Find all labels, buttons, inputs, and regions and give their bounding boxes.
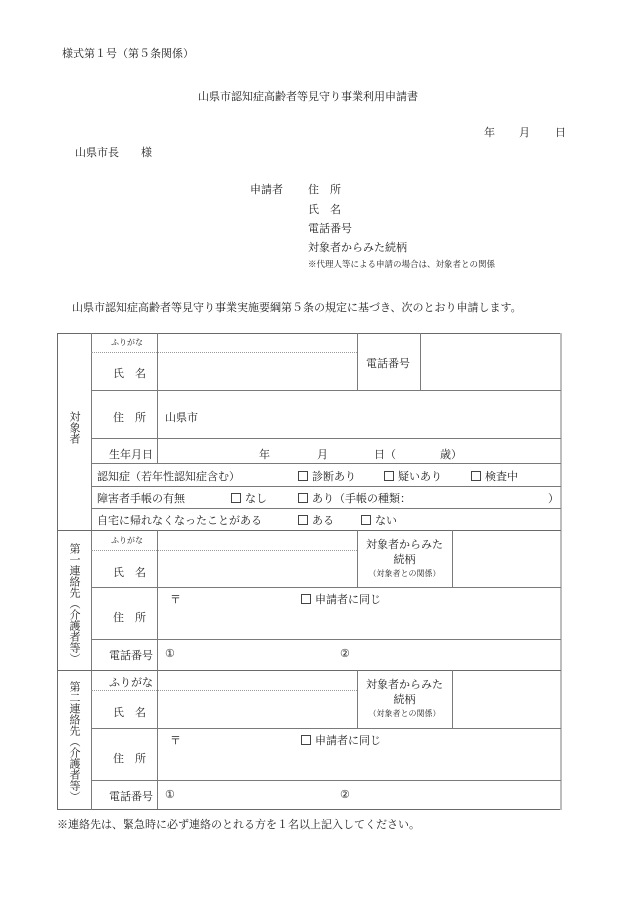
applicant-label: 申請者 xyxy=(250,183,283,196)
contact1-furigana-field[interactable] xyxy=(165,533,351,548)
contact2-phone2-mark[interactable]: ② xyxy=(340,788,350,801)
table-horizontal-rule xyxy=(57,333,561,334)
checkbox-icon[interactable] xyxy=(301,735,311,745)
footnote: ※連絡先は、緊急時に必ず連絡のとれる方を１名以上記入してください。 xyxy=(57,818,420,831)
dementia-option-diagnosed[interactable]: 診断あり xyxy=(298,468,356,484)
subject-birthdate-label: 生年月日 xyxy=(109,448,153,461)
lost-option-yes[interactable]: ある xyxy=(298,512,334,528)
applicant-relation-label: 対象者からみた続柄 xyxy=(308,241,407,254)
contact1-relation-label-1: 対象者からみた xyxy=(366,538,443,551)
contact1-name-field[interactable] xyxy=(165,554,351,584)
checkbox-icon[interactable] xyxy=(298,493,308,503)
table-horizontal-rule xyxy=(91,438,561,439)
table-horizontal-rule xyxy=(57,670,561,671)
checkbox-icon[interactable] xyxy=(298,515,308,525)
date-year-label: 年 xyxy=(484,126,495,139)
contact1-phone2-mark[interactable]: ② xyxy=(340,647,350,660)
birth-month-label: 月 xyxy=(317,448,328,461)
disability-option-none[interactable]: なし xyxy=(231,490,267,506)
contact2-furigana-label: ふりがな xyxy=(109,676,153,689)
table-horizontal-rule xyxy=(91,728,561,729)
application-form-table xyxy=(57,333,561,810)
lost-label: 自宅に帰れなくなったことがある xyxy=(97,514,262,527)
table-vertical-rule xyxy=(91,333,92,810)
document-title: 山県市認知症高齢者等見守り事業利用申請書 xyxy=(198,90,418,103)
contact1-relation-note: （対象者との関係） xyxy=(368,569,441,578)
table-horizontal-rule xyxy=(57,809,561,810)
subject-furigana-field[interactable] xyxy=(165,337,351,351)
table-vertical-rule xyxy=(452,670,453,728)
subject-address-label: 住 所 xyxy=(113,411,146,424)
checkbox-icon[interactable] xyxy=(361,515,371,525)
checkbox-icon[interactable] xyxy=(471,471,481,481)
subject-phone-label: 電話番号 xyxy=(366,357,410,370)
intro-text: 山県市認知症高齢者等見守り事業実施要綱第５条の規定に基づき、次のとおり申請します。 xyxy=(72,301,522,314)
contact1-section-label: 第一連絡先（介護者等） xyxy=(68,543,81,664)
subject-phone-field[interactable] xyxy=(427,339,555,385)
applicant-address-label: 住 所 xyxy=(308,183,341,196)
contact2-name-label: 氏 名 xyxy=(113,706,146,719)
contact2-postal-mark: 〒 xyxy=(170,734,181,747)
disability-label: 障害者手帳の有無 xyxy=(97,492,185,505)
contact1-name-label: 氏 名 xyxy=(113,566,146,579)
disability-close-paren: ） xyxy=(548,492,559,505)
contact1-relation-label-2: 続柄 xyxy=(393,553,416,566)
applicant-name-label: 氏 名 xyxy=(308,203,341,216)
contact2-furigana-field[interactable] xyxy=(165,673,351,688)
table-horizontal-rule xyxy=(91,390,561,391)
contact2-relation-label-1: 対象者からみた xyxy=(366,678,443,691)
subject-address-value[interactable]: 山県市 xyxy=(165,411,198,424)
table-vertical-rule xyxy=(157,530,158,670)
contact1-relation-field[interactable] xyxy=(457,535,555,583)
subject-section-label: 対象者 xyxy=(68,411,81,444)
addressee: 山県市長 様 xyxy=(75,146,152,159)
dementia-option-suspected[interactable]: 疑いあり xyxy=(384,468,442,484)
table-horizontal-rule xyxy=(91,352,357,353)
birth-age-label: 歳） xyxy=(440,448,462,461)
form-number: 様式第１号（第５条関係） xyxy=(62,47,194,60)
contact2-address-label: 住 所 xyxy=(113,752,146,765)
date-month-label: 月 xyxy=(519,126,530,139)
table-horizontal-rule xyxy=(91,639,561,640)
birth-day-label: 日（ xyxy=(374,448,396,461)
checkbox-icon[interactable] xyxy=(384,471,394,481)
contact2-phone-label: 電話番号 xyxy=(109,790,153,803)
dementia-label: 認知症（若年性認知症含む） xyxy=(97,470,240,483)
subject-name-field[interactable] xyxy=(165,357,351,385)
table-horizontal-rule xyxy=(91,463,561,464)
lost-option-no[interactable]: ない xyxy=(361,512,397,528)
table-horizontal-rule xyxy=(57,530,561,531)
table-vertical-rule xyxy=(452,530,453,587)
subject-name-label: 氏 名 xyxy=(113,367,146,380)
checkbox-icon[interactable] xyxy=(298,471,308,481)
contact1-same-as-applicant[interactable]: 申請者に同じ xyxy=(301,591,381,607)
table-horizontal-rule xyxy=(91,508,561,509)
contact2-relation-label-2: 続柄 xyxy=(393,693,416,706)
applicant-relation-note: ※代理人等による申請の場合は、対象者との関係 xyxy=(308,260,496,270)
table-horizontal-rule xyxy=(91,780,561,781)
contact1-postal-mark: 〒 xyxy=(170,593,181,606)
table-horizontal-rule xyxy=(91,486,561,487)
disability-option-yes[interactable]: あり（手帳の種類： xyxy=(298,490,411,506)
contact2-name-field[interactable] xyxy=(165,694,351,724)
table-horizontal-rule xyxy=(91,690,357,691)
table-vertical-rule xyxy=(560,333,562,810)
contact2-phone1-mark[interactable]: ① xyxy=(165,788,175,801)
subject-furigana-label: ふりがな xyxy=(111,338,143,347)
table-horizontal-rule xyxy=(91,587,561,588)
checkbox-icon[interactable] xyxy=(301,594,311,604)
contact2-same-as-applicant[interactable]: 申請者に同じ xyxy=(301,732,381,748)
dementia-option-testing[interactable]: 検査中 xyxy=(471,468,518,484)
contact2-relation-note: （対象者との関係） xyxy=(368,709,441,718)
checkbox-icon[interactable] xyxy=(231,493,241,503)
contact1-phone1-mark[interactable]: ① xyxy=(165,647,175,660)
table-vertical-rule xyxy=(357,333,358,390)
table-horizontal-rule xyxy=(91,550,357,551)
applicant-phone-label: 電話番号 xyxy=(308,222,352,235)
table-vertical-rule xyxy=(57,333,58,810)
contact2-relation-field[interactable] xyxy=(457,675,555,723)
contact1-furigana-label: ふりがな xyxy=(111,536,143,545)
birth-year-label: 年 xyxy=(259,448,270,461)
date-day-label: 日 xyxy=(555,126,566,139)
contact1-address-label: 住 所 xyxy=(113,611,146,624)
contact1-phone-label: 電話番号 xyxy=(109,649,153,662)
contact2-section-label: 第二連絡先（介護者等） xyxy=(68,681,81,802)
table-vertical-rule xyxy=(420,333,421,390)
